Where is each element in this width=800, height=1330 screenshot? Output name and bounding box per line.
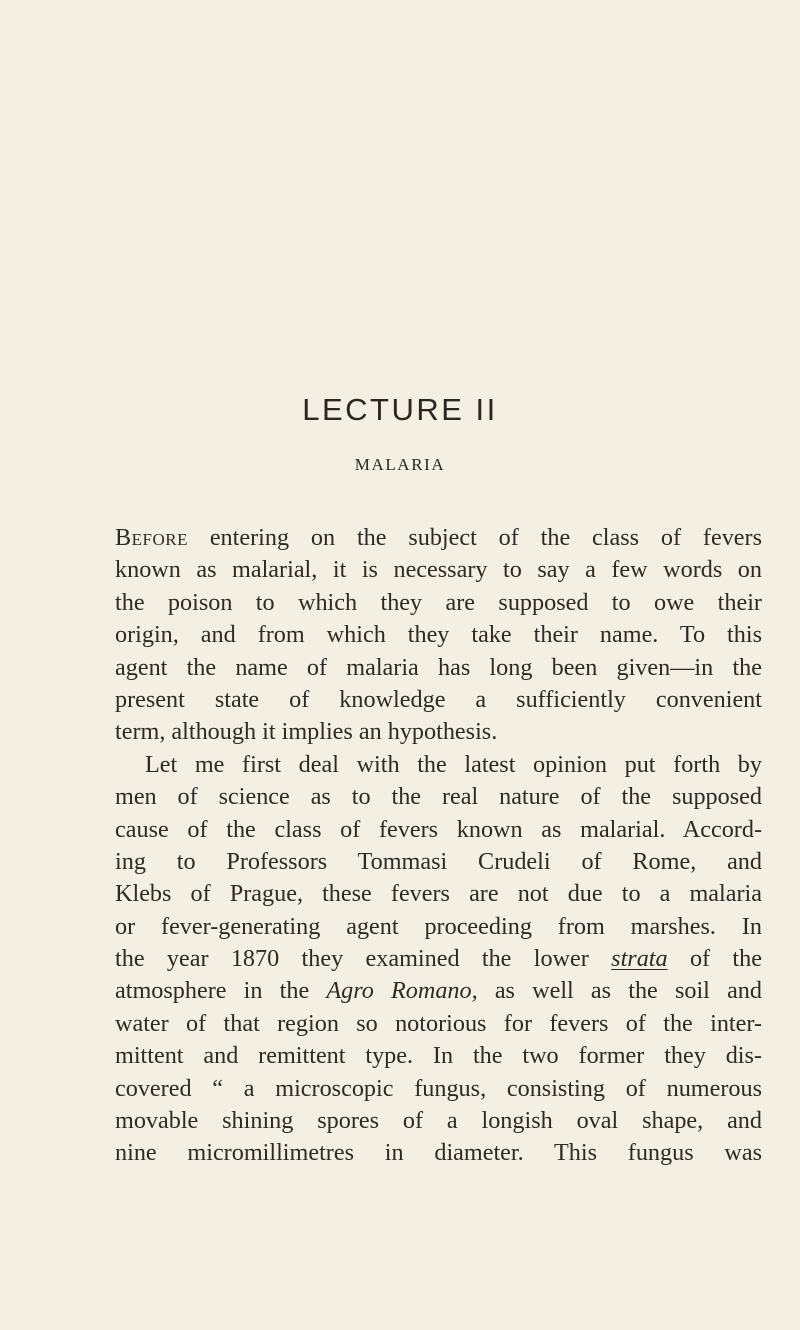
body-text (115, 522, 762, 1170)
text-line: term, although it implies an hypothesis. (115, 718, 498, 746)
text-line: men of science as to the real nature of the supposed (115, 783, 762, 811)
text-span: entering on the subject of the class of fevers (187, 524, 762, 551)
text-line: nine micromillimetres in diameter. This fungus was (115, 1139, 762, 1167)
text-span: atmosphere in the (115, 977, 327, 1005)
text-line (115, 943, 762, 975)
text-line: covered “ a microscopic fungus, consisting of numerous (115, 1074, 762, 1102)
text-line (115, 522, 762, 554)
text-line: water of that region so notorious for fevers of the inter- (115, 1009, 762, 1037)
text-line: the poison to which they are supposed to owe their (115, 588, 762, 616)
text-line: cause of the class of fevers known as malarial. Accord- (115, 815, 762, 843)
text-line: movable shining spores of a longish oval shape, and (115, 1107, 762, 1135)
italic-term-strata: strata (611, 945, 668, 973)
text-line (115, 975, 762, 1007)
text-line: agent the name of malaria has long been given—in the (115, 653, 762, 681)
drop-word: Before (115, 524, 188, 551)
text-line: or fever-generating agent proceeding from marshes. In (115, 912, 762, 940)
text-span: the year 1870 they examined the lower (115, 945, 612, 973)
text-line: ing to Professors Tommasi Crudeli of Rome, and (115, 847, 762, 875)
text-line: mittent and remittent type. In the two former they dis- (115, 1042, 762, 1070)
italic-term-agro-romano: Agro Romano, (326, 977, 478, 1005)
text-span: as well as the soil and (477, 977, 762, 1005)
text-line: known as malarial, it is necessary to say a few words on (115, 556, 762, 584)
lecture-title: LECTURE II (302, 392, 498, 427)
text-line: origin, and from which they take their name. To this (115, 621, 762, 649)
text-line: present state of knowledge a sufficiently convenient (115, 685, 762, 713)
text-line: Klebs of Prague, these fevers are not due to a malaria (115, 880, 762, 908)
text-line: Let me first deal with the latest opinion put forth by (145, 750, 762, 778)
text-span: of the (667, 945, 762, 973)
chapter-subtitle: MALARIA (354, 455, 446, 474)
